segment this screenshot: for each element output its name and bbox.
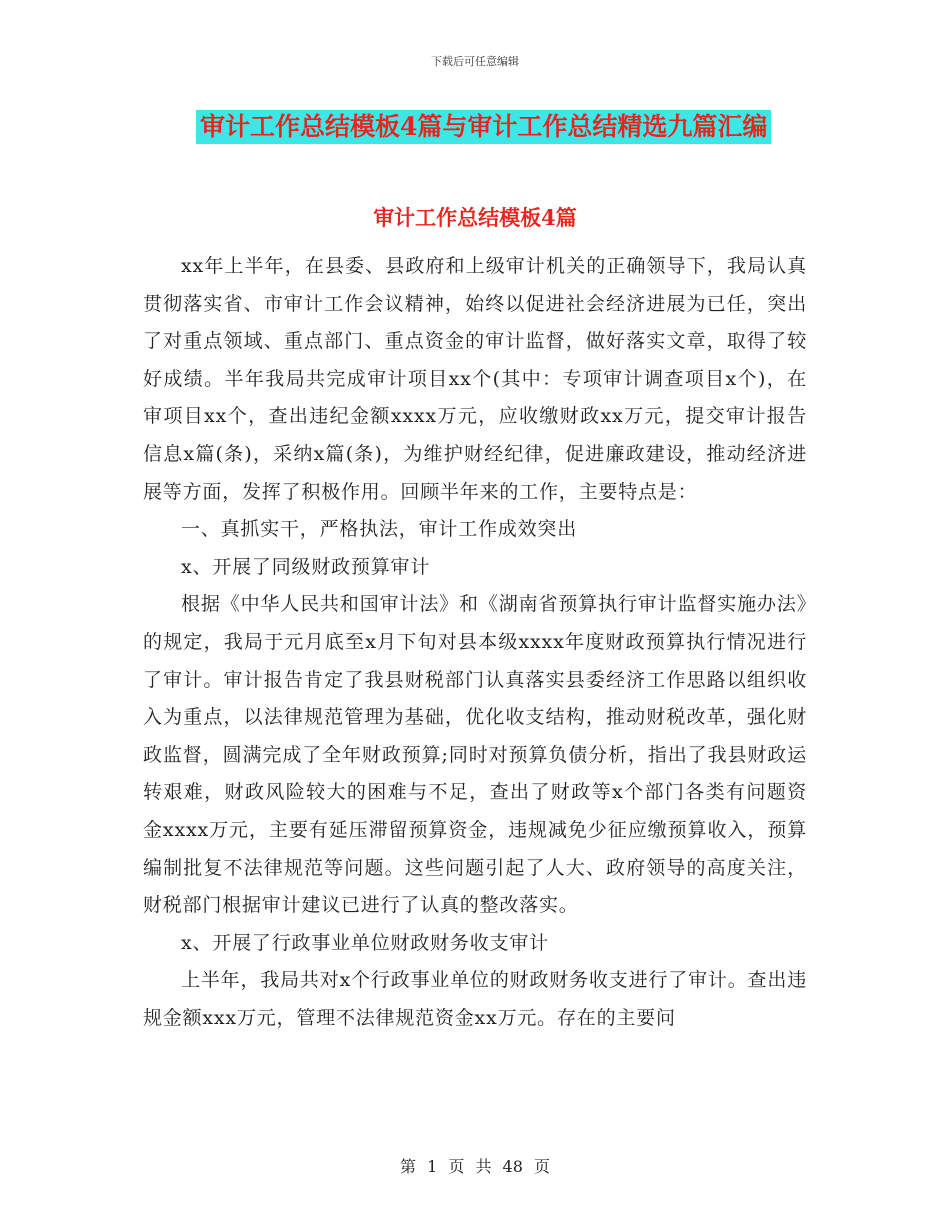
page-header-note: 下载后可任意编辑 — [431, 55, 519, 68]
budget-audit-paragraph: 根据《中华人民共和国审计法》和《湖南省预算执行审计监督实施办法》的规定，我局于元月底至x月下旬对县本级xxxx年度财政预算执行情况进行了审计。审计报告肯定了我县财税部门认真落实县委经济工作思路以组织收入为重点，以法律规范管理为基础，优化收支结构，推动财税改革，强化财政监督，圆满完成了全年财政预算;同时对预算负债分析，指出了我县财政运转艰难，财政风险较大的困难与不足，查出了财政等x个部门各类有问题资金xxxx万元，主要有延压滞留预算资金，违规减免少征应缴预算收入，预算编制批复不法律规范等问题。这些问题引起了人大、政府领导的高度关注，财税部门根据审计建议已进行了认真的整改落实。 — [143, 593, 807, 917]
subsection-heading-admin-audit: x、开展了行政事业单位财政财务收支审计 — [181, 931, 549, 954]
document-main-title: 审计工作总结模板4篇与审计工作总结精选九篇汇编 — [196, 110, 771, 144]
intro-paragraph: xx年上半年，在县委、县政府和上级审计机关的正确领导下，我局认真贯彻落实省、市审计工作会议精神，始终以促进社会经济进展为已任，突出了对重点领域、重点部门、重点资金的审计监督，做好落实文章，取得了较好成绩。半年我局共完成审计项目xx个(其中：专项审计调查项目x个)，在审项目xx个，查出违纪金额xxxx万元，应收缴财政xx万元，提交审计报告信息x篇(条)，采纳x篇(条)，为维护财经纪律，促进廉政建设，推动经济进展等方面，发挥了积极作用。回顾半年来的工作，主要特点是： — [143, 255, 807, 503]
section-heading-1: 一、真抓实干，严格执法，审计工作成效突出 — [181, 518, 578, 541]
subsection-heading-budget-audit: x、开展了同级财政预算审计 — [181, 555, 431, 578]
document-body — [143, 248, 807, 1037]
section-title: 审计工作总结模板4篇 — [373, 205, 577, 230]
admin-audit-paragraph: 上半年，我局共对x个行政事业单位的财政财务收支进行了审计。查出违规金额xxx万元，管理不法律规范资金xx万元。存在的主要问 — [143, 969, 807, 1029]
page-number-footer: 第 1 页 共 48 页 — [400, 1157, 550, 1176]
